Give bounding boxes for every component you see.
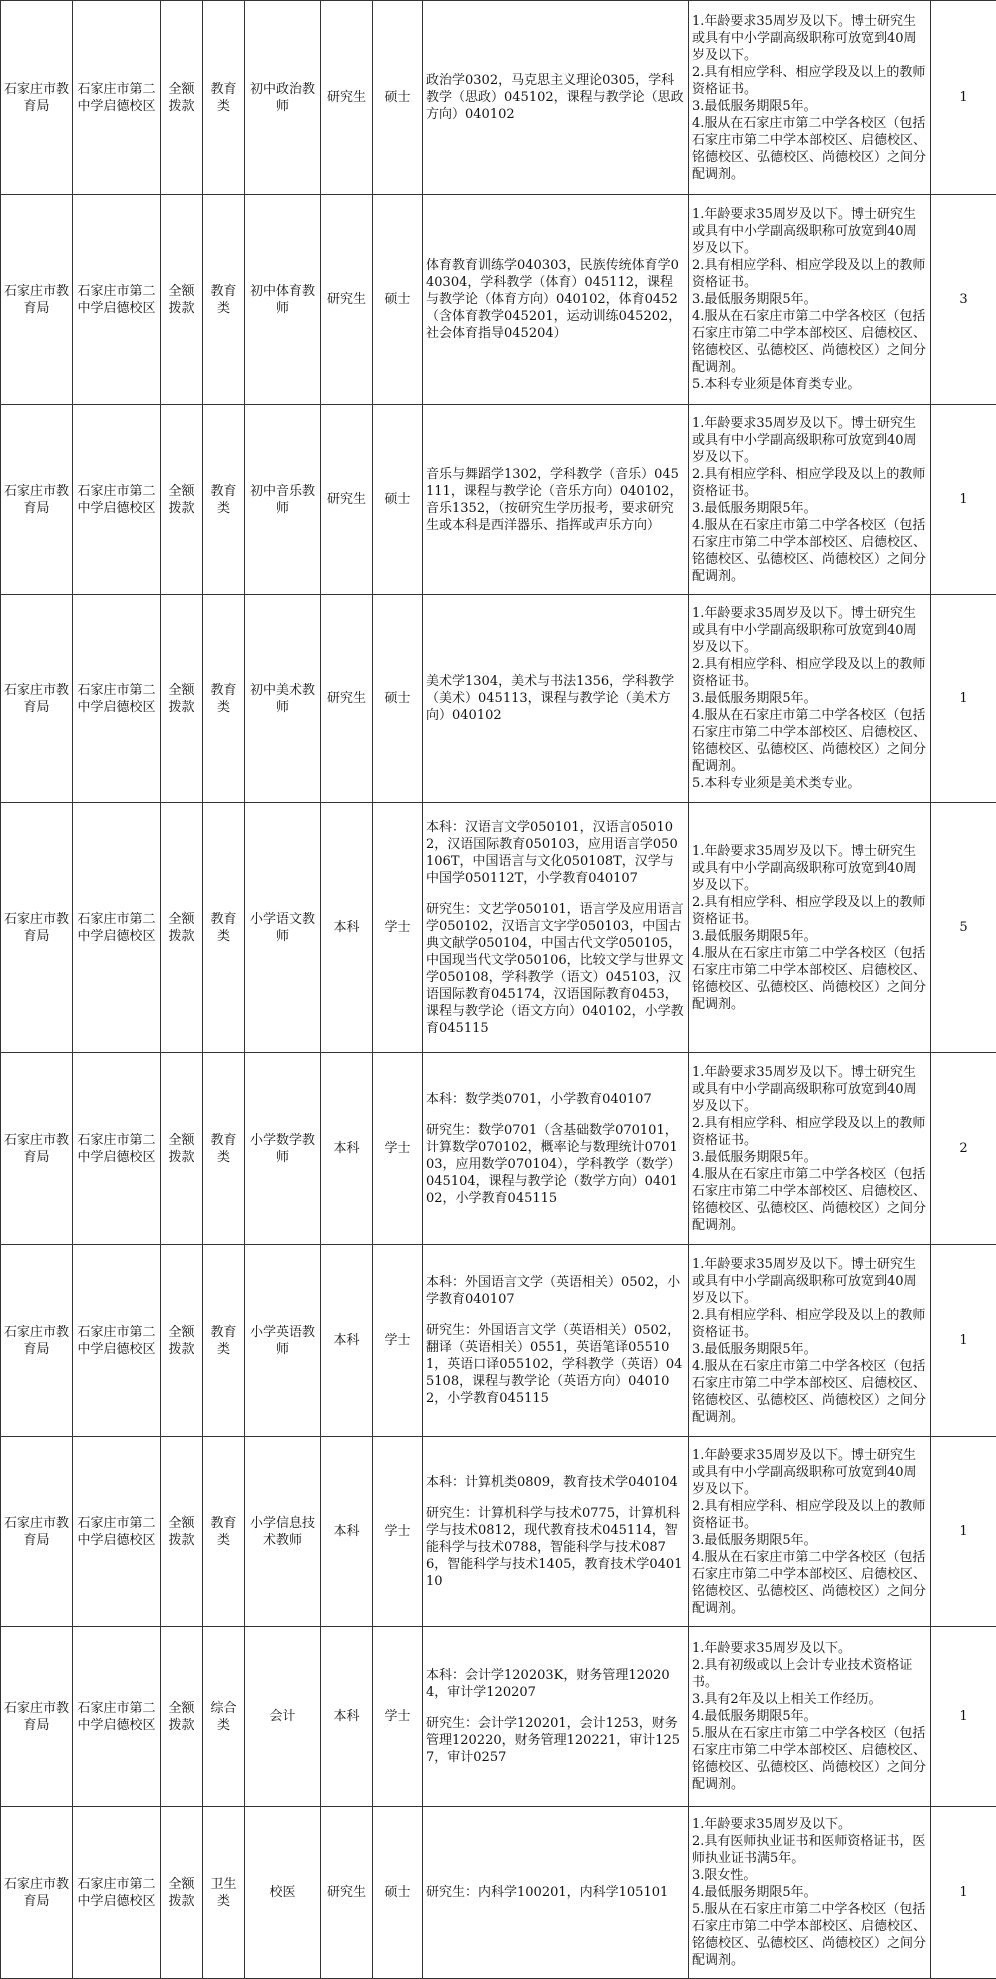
condition-item: 4.服从在石家庄市第二中学各校区（包括石家庄市第二中学本部校区、启德校区、铭德校区、弘德校区、尚德校区）之间分配调剂。: [692, 1549, 927, 1617]
funding-cell: 全额拨款: [161, 1627, 203, 1807]
condition-item: 3.最低服务期限5年。: [692, 1532, 927, 1549]
school-cell: 石家庄市第二中学启德校区: [73, 1245, 161, 1437]
conditions-cell: [689, 803, 931, 1053]
condition-item: 4.服从在石家庄市第二中学各校区（包括石家庄市第二中学本部校区、启德校区、铭德校区、弘德校区、尚德校区）之间分配调剂。: [692, 945, 927, 1013]
count-cell: 1: [931, 595, 996, 803]
condition-item: 5.服从在石家庄市第二中学各校区（包括石家庄市第二中学本部校区、启德校区、铭德校区、弘德校区、尚德校区）之间分配调剂。: [692, 1901, 927, 1969]
major-cell: [423, 1437, 689, 1627]
condition-item: 4.服从在石家庄市第二中学各校区（包括石家庄市第二中学本部校区、启德校区、铭德校区、弘德校区、尚德校区）之间分配调剂。: [692, 308, 927, 376]
conditions-cell: [689, 195, 931, 405]
unit-cell: 石家庄市教育局: [1, 1245, 73, 1437]
major-text: 本科：数学类0701，小学教育040107: [426, 1091, 685, 1108]
condition-item: 4.最低服务期限5年。: [692, 1884, 927, 1901]
unit-cell: 石家庄市教育局: [1, 405, 73, 595]
count-cell: 1: [931, 405, 996, 595]
position-cell: 小学信息技术教师: [245, 1437, 321, 1627]
condition-item: 5.本科专业须是美术类专业。: [692, 775, 927, 792]
education-cell: 本科: [321, 1053, 373, 1245]
conditions-cell: [689, 1627, 931, 1807]
unit-cell: 石家庄市教育局: [1, 595, 73, 803]
condition-item: 2.具有相应学科、相应学段及以上的教师资格证书。: [692, 1115, 927, 1149]
major-text: 音乐与舞蹈学1302，学科教学（音乐）045111，课程与教学论（音乐方向）040102，音乐1352，（按研究生学历报考，要求研究生或本科是西洋器乐、指挥或声乐方向）: [426, 466, 685, 534]
degree-cell: 硕士: [373, 405, 423, 595]
major-cell: [423, 595, 689, 803]
unit-cell: 石家庄市教育局: [1, 1, 73, 195]
major-text: 研究生：会计学120201，会计1253，财务管理120220，财务管理120221，审计1257，审计0257: [426, 1715, 685, 1766]
major-text: 体育教育训练学040303，民族传统体育学040304，学科教学（体育）045112，课程与教学论（体育方向）040102，体育0452（含体育教学045201，运动训练045202，社会体育指导045204）: [426, 257, 685, 342]
degree-cell: 学士: [373, 803, 423, 1053]
degree-cell: 学士: [373, 1437, 423, 1627]
funding-cell: 全额拨款: [161, 1437, 203, 1627]
education-cell: 研究生: [321, 195, 373, 405]
school-cell: 石家庄市第二中学启德校区: [73, 803, 161, 1053]
condition-item: 5.本科专业须是体育类专业。: [692, 376, 927, 393]
condition-item: 1.年龄要求35周岁及以下。博士研究生或具有中小学副高级职称可放宽到40周岁及以下。: [692, 13, 927, 64]
degree-cell: 学士: [373, 1627, 423, 1807]
condition-item: 4.服从在石家庄市第二中学各校区（包括石家庄市第二中学本部校区、启德校区、铭德校区、弘德校区、尚德校区）之间分配调剂。: [692, 707, 927, 775]
major-cell: [423, 1627, 689, 1807]
position-cell: 初中体育教师: [245, 195, 321, 405]
major-cell: [423, 803, 689, 1053]
funding-cell: 全额拨款: [161, 595, 203, 803]
category-cell: 教育类: [203, 1245, 245, 1437]
table-row: [1, 1437, 996, 1627]
condition-item: 4.服从在石家庄市第二中学各校区（包括石家庄市第二中学本部校区、启德校区、铭德校区、弘德校区、尚德校区）之间分配调剂。: [692, 1166, 927, 1234]
education-cell: 研究生: [321, 1807, 373, 1979]
table-row: [1, 405, 996, 595]
table-row: [1, 1053, 996, 1245]
condition-item: 1.年龄要求35周岁及以下。: [692, 1816, 927, 1833]
unit-cell: 石家庄市教育局: [1, 1437, 73, 1627]
degree-cell: 学士: [373, 1053, 423, 1245]
condition-item: 1.年龄要求35周岁及以下。博士研究生或具有中小学副高级职称可放宽到40周岁及以下。: [692, 415, 927, 466]
count-cell: 1: [931, 1437, 996, 1627]
position-cell: 小学数学教师: [245, 1053, 321, 1245]
school-cell: 石家庄市第二中学启德校区: [73, 1627, 161, 1807]
condition-item: 3.最低服务期限5年。: [692, 98, 927, 115]
major-text: 政治学0302，马克思主义理论0305，学科教学（思政）045102，课程与教学论（思政方向）040102: [426, 72, 685, 123]
condition-item: 1.年龄要求35周岁及以下。博士研究生或具有中小学副高级职称可放宽到40周岁及以下。: [692, 605, 927, 656]
degree-cell: 硕士: [373, 1807, 423, 1979]
table-row: [1, 1, 996, 195]
major-cell: [423, 195, 689, 405]
position-cell: 初中政治教师: [245, 1, 321, 195]
school-cell: 石家庄市第二中学启德校区: [73, 1, 161, 195]
category-cell: 教育类: [203, 1, 245, 195]
unit-cell: 石家庄市教育局: [1, 803, 73, 1053]
category-cell: 卫生类: [203, 1807, 245, 1979]
school-cell: 石家庄市第二中学启德校区: [73, 1053, 161, 1245]
major-text: 研究生：计算机科学与技术0775，计算机科学与技术0812，现代教育技术045114，智能科学与技术0788，智能科学与技术0876，智能科学与技术1405，教育技术学040110: [426, 1505, 685, 1590]
position-cell: 会计: [245, 1627, 321, 1807]
condition-item: 2.具有相应学科、相应学段及以上的教师资格证书。: [692, 466, 927, 500]
conditions-cell: [689, 1807, 931, 1979]
condition-item: 2.具有相应学科、相应学段及以上的教师资格证书。: [692, 64, 927, 98]
category-cell: 教育类: [203, 405, 245, 595]
conditions-cell: [689, 1, 931, 195]
education-cell: 研究生: [321, 595, 373, 803]
conditions-cell: [689, 595, 931, 803]
condition-item: 3.限女性。: [692, 1867, 927, 1884]
education-cell: 本科: [321, 1437, 373, 1627]
condition-item: 4.服从在石家庄市第二中学各校区（包括石家庄市第二中学本部校区、启德校区、铭德校区、弘德校区、尚德校区）之间分配调剂。: [692, 115, 927, 183]
position-cell: 小学语文教师: [245, 803, 321, 1053]
category-cell: 教育类: [203, 195, 245, 405]
major-text: 美术学1304，美术与书法1356，学科教学（美术）045113，课程与教学论（美术方向）040102: [426, 673, 685, 724]
condition-item: 1.年龄要求35周岁及以下。博士研究生或具有中小学副高级职称可放宽到40周岁及以下。: [692, 1256, 927, 1307]
major-text: 研究生：外国语言文学（英语相关）0502，翻译（英语相关）0551，英语笔译055101，英语口译055102，学科教学（英语）045108，课程与教学论（英语方向）040102，小学教育045115: [426, 1322, 685, 1407]
conditions-cell: [689, 1437, 931, 1627]
condition-item: 3.最低服务期限5年。: [692, 1341, 927, 1358]
conditions-cell: [689, 405, 931, 595]
unit-cell: 石家庄市教育局: [1, 195, 73, 405]
major-cell: [423, 1, 689, 195]
major-text: 研究生：内科学100201，内科学105101: [426, 1884, 685, 1901]
table-row: [1, 595, 996, 803]
condition-item: 2.具有初级或以上会计专业技术资格证书。: [692, 1657, 927, 1691]
funding-cell: 全额拨款: [161, 1053, 203, 1245]
position-cell: 初中美术教师: [245, 595, 321, 803]
condition-item: 4.服从在石家庄市第二中学各校区（包括石家庄市第二中学本部校区、启德校区、铭德校区、弘德校区、尚德校区）之间分配调剂。: [692, 1358, 927, 1426]
condition-item: 1.年龄要求35周岁及以下。博士研究生或具有中小学副高级职称可放宽到40周岁及以下。: [692, 1447, 927, 1498]
condition-item: 3.具有2年及以上相关工作经历。: [692, 1691, 927, 1708]
education-cell: 研究生: [321, 1, 373, 195]
table-row: [1, 803, 996, 1053]
funding-cell: 全额拨款: [161, 803, 203, 1053]
school-cell: 石家庄市第二中学启德校区: [73, 595, 161, 803]
major-cell: [423, 1245, 689, 1437]
category-cell: 教育类: [203, 1053, 245, 1245]
condition-item: 4.服从在石家庄市第二中学各校区（包括石家庄市第二中学本部校区、启德校区、铭德校区、弘德校区、尚德校区）之间分配调剂。: [692, 517, 927, 585]
education-cell: 本科: [321, 1627, 373, 1807]
major-cell: [423, 1053, 689, 1245]
major-cell: [423, 1807, 689, 1979]
table-row: [1, 1245, 996, 1437]
major-text: 本科：计算机类0809，教育技术学040104: [426, 1474, 685, 1491]
major-text: 研究生：文艺学050101，语言学及应用语言学050102，汉语言文字学050103，中国古典文献学050104，中国古代文学050105，中国现当代文学050106，比较文学与世界文学050108，学科教学（语文）045103，汉语国际教育045174，汉语国际教育0453，课程与教学论（语文方向）040102，小学教育045115: [426, 901, 685, 1037]
condition-item: 1.年龄要求35周岁及以下。: [692, 1640, 927, 1657]
degree-cell: 硕士: [373, 1, 423, 195]
condition-item: 3.最低服务期限5年。: [692, 291, 927, 308]
condition-item: 2.具有医师执业证书和医师资格证书，医师执业证书满5年。: [692, 1833, 927, 1867]
condition-item: 1.年龄要求35周岁及以下。博士研究生或具有中小学副高级职称可放宽到40周岁及以下。: [692, 1064, 927, 1115]
funding-cell: 全额拨款: [161, 1807, 203, 1979]
condition-item: 3.最低服务期限5年。: [692, 928, 927, 945]
major-text: 研究生：数学0701（含基础数学070101，计算数学070102，概率论与数理统计070103，应用数学070104），学科教学（数学）045104，课程与教学论（数学方向）040102，小学教育045115: [426, 1122, 685, 1207]
funding-cell: 全额拨款: [161, 1245, 203, 1437]
education-cell: 本科: [321, 803, 373, 1053]
condition-item: 2.具有相应学科、相应学段及以上的教师资格证书。: [692, 894, 927, 928]
condition-item: 2.具有相应学科、相应学段及以上的教师资格证书。: [692, 1498, 927, 1532]
category-cell: 教育类: [203, 1437, 245, 1627]
count-cell: 1: [931, 1, 996, 195]
condition-item: 2.具有相应学科、相应学段及以上的教师资格证书。: [692, 1307, 927, 1341]
degree-cell: 学士: [373, 1245, 423, 1437]
school-cell: 石家庄市第二中学启德校区: [73, 1807, 161, 1979]
count-cell: 1: [931, 1627, 996, 1807]
count-cell: 2: [931, 1053, 996, 1245]
category-cell: 教育类: [203, 803, 245, 1053]
funding-cell: 全额拨款: [161, 195, 203, 405]
unit-cell: 石家庄市教育局: [1, 1807, 73, 1979]
school-cell: 石家庄市第二中学启德校区: [73, 405, 161, 595]
condition-item: 4.最低服务期限5年。: [692, 1708, 927, 1725]
school-cell: 石家庄市第二中学启德校区: [73, 195, 161, 405]
count-cell: 1: [931, 1807, 996, 1979]
category-cell: 教育类: [203, 595, 245, 803]
condition-item: 5.服从在石家庄市第二中学各校区（包括石家庄市第二中学本部校区、启德校区、铭德校区、弘德校区、尚德校区）之间分配调剂。: [692, 1725, 927, 1793]
major-cell: [423, 405, 689, 595]
condition-item: 1.年龄要求35周岁及以下。博士研究生或具有中小学副高级职称可放宽到40周岁及以下。: [692, 206, 927, 257]
condition-item: 3.最低服务期限5年。: [692, 1149, 927, 1166]
count-cell: 1: [931, 1245, 996, 1437]
degree-cell: 硕士: [373, 595, 423, 803]
condition-item: 3.最低服务期限5年。: [692, 500, 927, 517]
table-row: [1, 1627, 996, 1807]
conditions-cell: [689, 1245, 931, 1437]
conditions-cell: [689, 1053, 931, 1245]
school-cell: 石家庄市第二中学启德校区: [73, 1437, 161, 1627]
table-row: [1, 195, 996, 405]
funding-cell: 全额拨款: [161, 405, 203, 595]
count-cell: 5: [931, 803, 996, 1053]
condition-item: 2.具有相应学科、相应学段及以上的教师资格证书。: [692, 257, 927, 291]
unit-cell: 石家庄市教育局: [1, 1627, 73, 1807]
table-row: [1, 1807, 996, 1979]
education-cell: 本科: [321, 1245, 373, 1437]
category-cell: 综合类: [203, 1627, 245, 1807]
condition-item: 1.年龄要求35周岁及以下。博士研究生或具有中小学副高级职称可放宽到40周岁及以下。: [692, 843, 927, 894]
position-cell: 校医: [245, 1807, 321, 1979]
education-cell: 研究生: [321, 405, 373, 595]
position-cell: 初中音乐教师: [245, 405, 321, 595]
major-text: 本科：会计学120203K，财务管理120204，审计学120207: [426, 1667, 685, 1701]
table-body: [1, 1, 996, 1979]
major-text: 本科：外国语言文学（英语相关）0502，小学教育040107: [426, 1274, 685, 1308]
position-cell: 小学英语教师: [245, 1245, 321, 1437]
condition-item: 3.最低服务期限5年。: [692, 690, 927, 707]
major-text: 本科：汉语言文学050101，汉语言050102，汉语国际教育050103，应用语言学050106T，中国语言与文化050108T，汉学与中国学050112T，小学教育040107: [426, 819, 685, 887]
condition-item: 2.具有相应学科、相应学段及以上的教师资格证书。: [692, 656, 927, 690]
count-cell: 3: [931, 195, 996, 405]
degree-cell: 硕士: [373, 195, 423, 405]
funding-cell: 全额拨款: [161, 1, 203, 195]
unit-cell: 石家庄市教育局: [1, 1053, 73, 1245]
